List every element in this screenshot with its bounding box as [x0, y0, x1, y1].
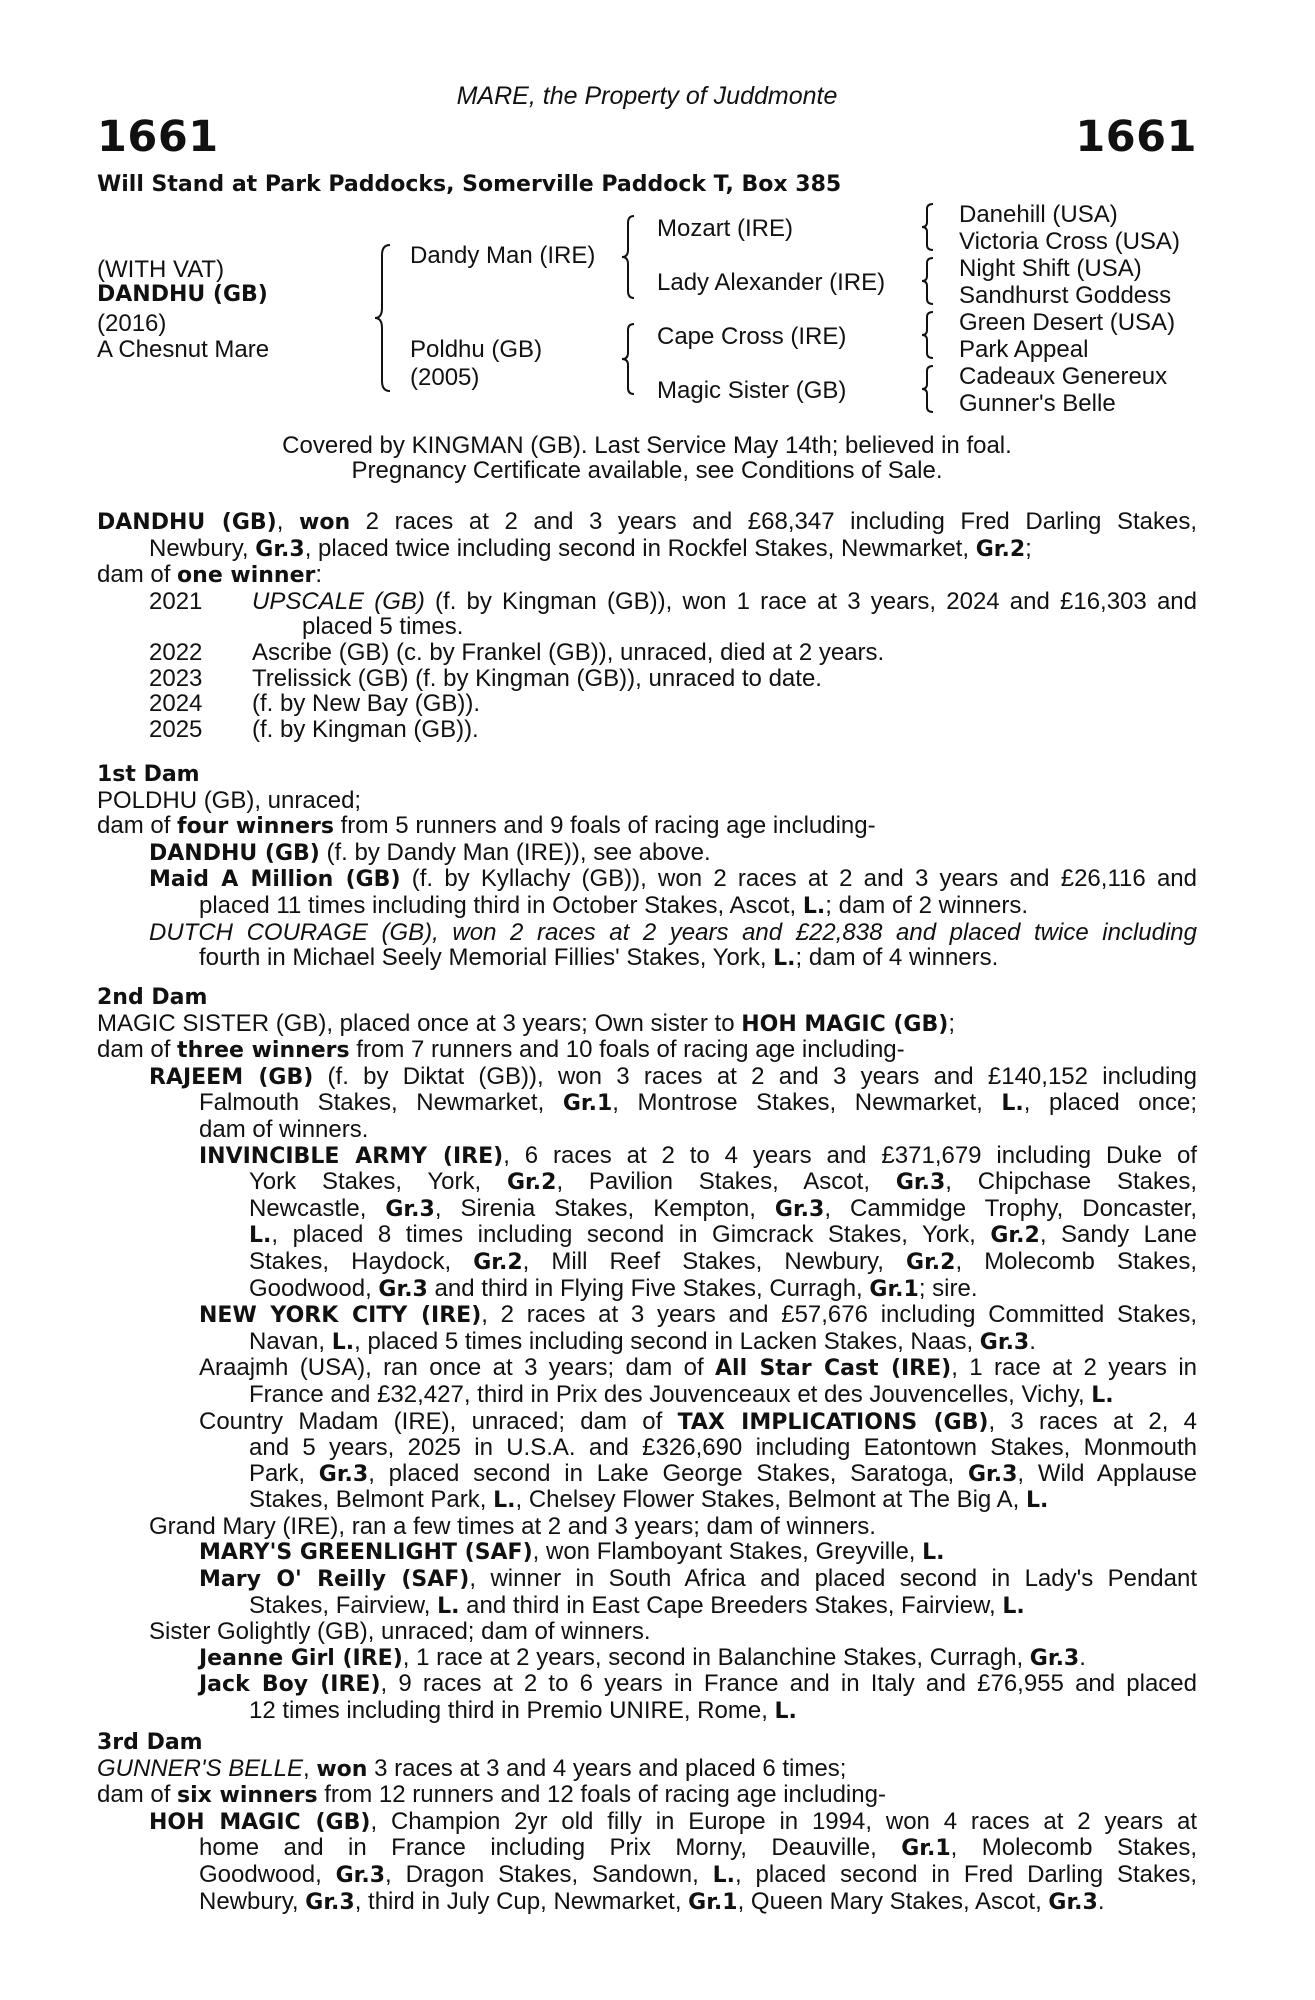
- pedigree-dam-dam: Magic Sister (GB): [657, 377, 847, 404]
- record-line: dam of one winner:: [97, 561, 323, 589]
- pedigree-brace-dam: [619, 322, 637, 396]
- pedigree-sire: Dandy Man (IRE): [410, 242, 596, 269]
- dam-line: GUNNER'S BELLE, won 3 races at 3 and 4 years and placed 6 times;: [97, 1754, 847, 1782]
- racing-record: [97, 509, 1197, 742]
- pedigree-sire-dam: Lady Alexander (IRE): [657, 269, 886, 296]
- dam-line: Goodwood, Gr.3, Dragon Stakes, Sandown, L., placed second in Fred Darling Stakes,: [199, 1860, 1198, 1888]
- dam-line: Navan, L., placed 5 times including second in Lacken Stakes, Naas, Gr.3.: [249, 1327, 1036, 1355]
- dam-line: Mary O' Reilly (SAF), winner in South Africa and placed second in Lady's Pendant: [199, 1565, 1198, 1593]
- dam-line: DANDHU (GB) (f. by Dandy Man (IRE)), see above.: [149, 838, 711, 866]
- dam-line: Sister Golightly (GB), unraced; dam of winners.: [149, 1618, 651, 1646]
- dam-line: MAGIC SISTER (GB), placed once at 3 years; Own sister to HOH MAGIC (GB);: [97, 1009, 955, 1037]
- horse-year: (2016): [97, 310, 167, 337]
- pedigree-sire-sire: Mozart (IRE): [657, 215, 794, 242]
- pregnancy-note: Pregnancy Certificate available, see Conditions of Sale.: [351, 457, 943, 484]
- dam-line: Maid A Million (GB) (f. by Kyllachy (GB)), won 2 races at 2 and 3 years and £26,116 and: [149, 865, 1197, 893]
- section-heading: 1st Dam: [97, 762, 200, 787]
- dam-line: HOH MAGIC (GB), Champion 2yr old filly in Europe in 1994, won 4 races at 2 years at: [149, 1807, 1197, 1835]
- pedigree-gg-8: Gunner's Belle: [959, 390, 1116, 417]
- dam-line: Jeanne Girl (IRE), 1 race at 2 years, second in Balanchine Stakes, Curragh, Gr.3.: [199, 1643, 1086, 1671]
- pedigree-gg-6: Park Appeal: [959, 336, 1089, 363]
- produce-item: 2022 Ascribe (GB) (c. by Frankel (GB)), unraced, died at 2 years.: [149, 638, 885, 666]
- pedigree-dam: Poldhu (GB): [410, 336, 543, 363]
- dam-line: York Stakes, York, Gr.2, Pavilion Stakes, Ascot, Gr.3, Chipchase Stakes,: [249, 1168, 1197, 1196]
- dam-line: Stakes, Haydock, Gr.2, Mill Reef Stakes, Newbury, Gr.2, Molecomb Stakes,: [249, 1247, 1198, 1275]
- dam-line: Goodwood, Gr.3 and third in Flying Five Stakes, Curragh, Gr.1; sire.: [249, 1274, 978, 1302]
- stand-location: Will Stand at Park Paddocks, Somerville Paddock T, Box 385: [97, 172, 842, 197]
- dam-line: Newcastle, Gr.3, Sirenia Stakes, Kempton, Gr.3, Cammidge Trophy, Doncaster,: [249, 1194, 1197, 1222]
- dam-line: MARY'S GREENLIGHT (SAF), won Flamboyant Stakes, Greyville, L.: [199, 1538, 945, 1566]
- produce-item: 2024 (f. by New Bay (GB)).: [149, 690, 481, 718]
- dam-line: Falmouth Stakes, Newmarket, Gr.1, Montrose Stakes, Newmarket, L., placed once;: [199, 1089, 1197, 1117]
- dam-line: Jack Boy (IRE), 9 races at 2 to 6 years in France and in Italy and £76,955 and placed: [199, 1670, 1197, 1698]
- pedigree-gg-4: Sandhurst Goddess: [959, 282, 1172, 309]
- lot-number-right: 1661: [1075, 112, 1197, 162]
- dam-line: 12 times including third in Premio UNIRE, Rome, L.: [249, 1697, 797, 1725]
- produce-item-cont: placed 5 times.: [302, 613, 464, 641]
- dam-line: Grand Mary (IRE), ran a few times at 2 and 3 years; dam of winners.: [149, 1512, 876, 1540]
- dam-line: Newbury, Gr.3, third in July Cup, Newmarket, Gr.1, Queen Mary Stakes, Ascot, Gr.3.: [199, 1887, 1105, 1915]
- pedigree-brace-gg1: [919, 202, 935, 252]
- dam-line: L., placed 8 times including second in Gimcrack Stakes, York, Gr.2, Sandy Lane: [249, 1221, 1197, 1249]
- pedigree-dam-year: (2005): [410, 364, 480, 391]
- produce-item: 2025 (f. by Kingman (GB)).: [149, 715, 479, 743]
- dam-line: Araajmh (USA), ran once at 3 years; dam of All Star Cast (IRE), 1 race at 2 years in: [199, 1354, 1197, 1382]
- lot-number-left: 1661: [97, 112, 219, 162]
- lot-subtitle: MARE, the Property of Juddmonte: [456, 82, 838, 110]
- dam-line: Park, Gr.3, placed second in Lake George Stakes, Saratoga, Gr.3, Wild Applause: [249, 1459, 1198, 1487]
- first-dam-section: [97, 762, 1197, 972]
- horse-description: A Chesnut Mare: [97, 336, 270, 363]
- record-line: Newbury, Gr.3, placed twice including second in Rockfel Stakes, Newmarket, Gr.2;: [149, 534, 1032, 562]
- pedigree-dam-sire: Cape Cross (IRE): [657, 323, 847, 350]
- dam-line: DUTCH COURAGE (GB), won 2 races at 2 years and £22,838 and placed twice including: [149, 918, 1197, 946]
- produce-item: 2021 UPSCALE (GB) (f. by Kingman (GB)), won 1 race at 3 years, 2024 and £16,303 and: [149, 587, 1197, 615]
- pedigree-gg-7: Cadeaux Genereux: [959, 363, 1168, 390]
- third-dam-section: [97, 1730, 1197, 1915]
- dam-line: Stakes, Belmont Park, L., Chelsey Flower Stakes, Belmont at The Big A, L.: [249, 1486, 1049, 1514]
- pedigree-brace-gg4: [919, 364, 935, 414]
- pedigree-gg-5: Green Desert (USA): [959, 309, 1176, 336]
- second-dam-section: [97, 985, 1197, 1725]
- horse-name: DANDHU (GB): [97, 282, 268, 307]
- dam-line: RAJEEM (GB) (f. by Diktat (GB)), won 3 races at 2 and 3 years and £140,152 including: [149, 1062, 1197, 1090]
- covered-note: Covered by KINGMAN (GB). Last Service May 14th; believed in foal.: [282, 432, 1012, 459]
- pedigree-gg-3: Night Shift (USA): [959, 255, 1142, 282]
- pedigree-brace-sire: [619, 214, 637, 300]
- dam-line: Stakes, Fairview, L. and third in East Cape Breeders Stakes, Fairview, L.: [249, 1591, 1025, 1619]
- dam-line: dam of winners.: [199, 1115, 369, 1143]
- dam-line: dam of three winners from 7 runners and 10 foals of racing age including-: [97, 1036, 905, 1064]
- dam-line: fourth in Michael Seely Memorial Fillies' Stakes, York, L.; dam of 4 winners.: [199, 944, 999, 972]
- dam-line: INVINCIBLE ARMY (IRE), 6 races at 2 to 4 years and £371,679 including Duke of: [199, 1141, 1197, 1169]
- dam-line: dam of four winners from 5 runners and 9 foals of racing age including-: [97, 812, 876, 840]
- dam-line: POLDHU (GB), unraced;: [97, 786, 362, 814]
- dam-line: France and £32,427, third in Prix des Jouvenceaux et des Jouvencelles, Vichy, L.: [249, 1380, 1114, 1408]
- section-heading: 2nd Dam: [97, 985, 208, 1010]
- record-line: DANDHU (GB), won 2 races at 2 and 3 years and £68,347 including Fred Darling Stakes,: [97, 508, 1197, 535]
- dam-line: Country Madam (IRE), unraced; dam of TAX IMPLICATIONS (GB), 3 races at 2, 4: [199, 1407, 1198, 1435]
- vat-note: (WITH VAT): [97, 256, 225, 283]
- catalogue-page: [97, 0, 1197, 2000]
- produce-item: 2023 Trelissick (GB) (f. by Kingman (GB)), unraced to date.: [149, 664, 822, 692]
- dam-line: and 5 years, 2025 in U.S.A. and £326,690 including Eatontown Stakes, Monmouth: [249, 1434, 1197, 1462]
- section-heading: 3rd Dam: [97, 1730, 203, 1755]
- pedigree-brace-main: [372, 243, 394, 393]
- dam-line: home and in France including Prix Morny, Deauville, Gr.1, Molecomb Stakes,: [199, 1834, 1198, 1862]
- dam-line: dam of six winners from 12 runners and 12 foals of racing age including-: [97, 1781, 886, 1809]
- pedigree-brace-gg2: [919, 256, 935, 306]
- pedigree-gg-1: Danehill (USA): [959, 201, 1118, 228]
- pedigree-brace-gg3: [919, 310, 935, 360]
- pedigree-gg-2: Victoria Cross (USA): [959, 228, 1180, 255]
- dam-line: placed 11 times including third in October Stakes, Ascot, L.; dam of 2 winners.: [199, 891, 1029, 919]
- dam-line: NEW YORK CITY (IRE), 2 races at 3 years and £57,676 including Committed Stakes,: [199, 1301, 1197, 1329]
